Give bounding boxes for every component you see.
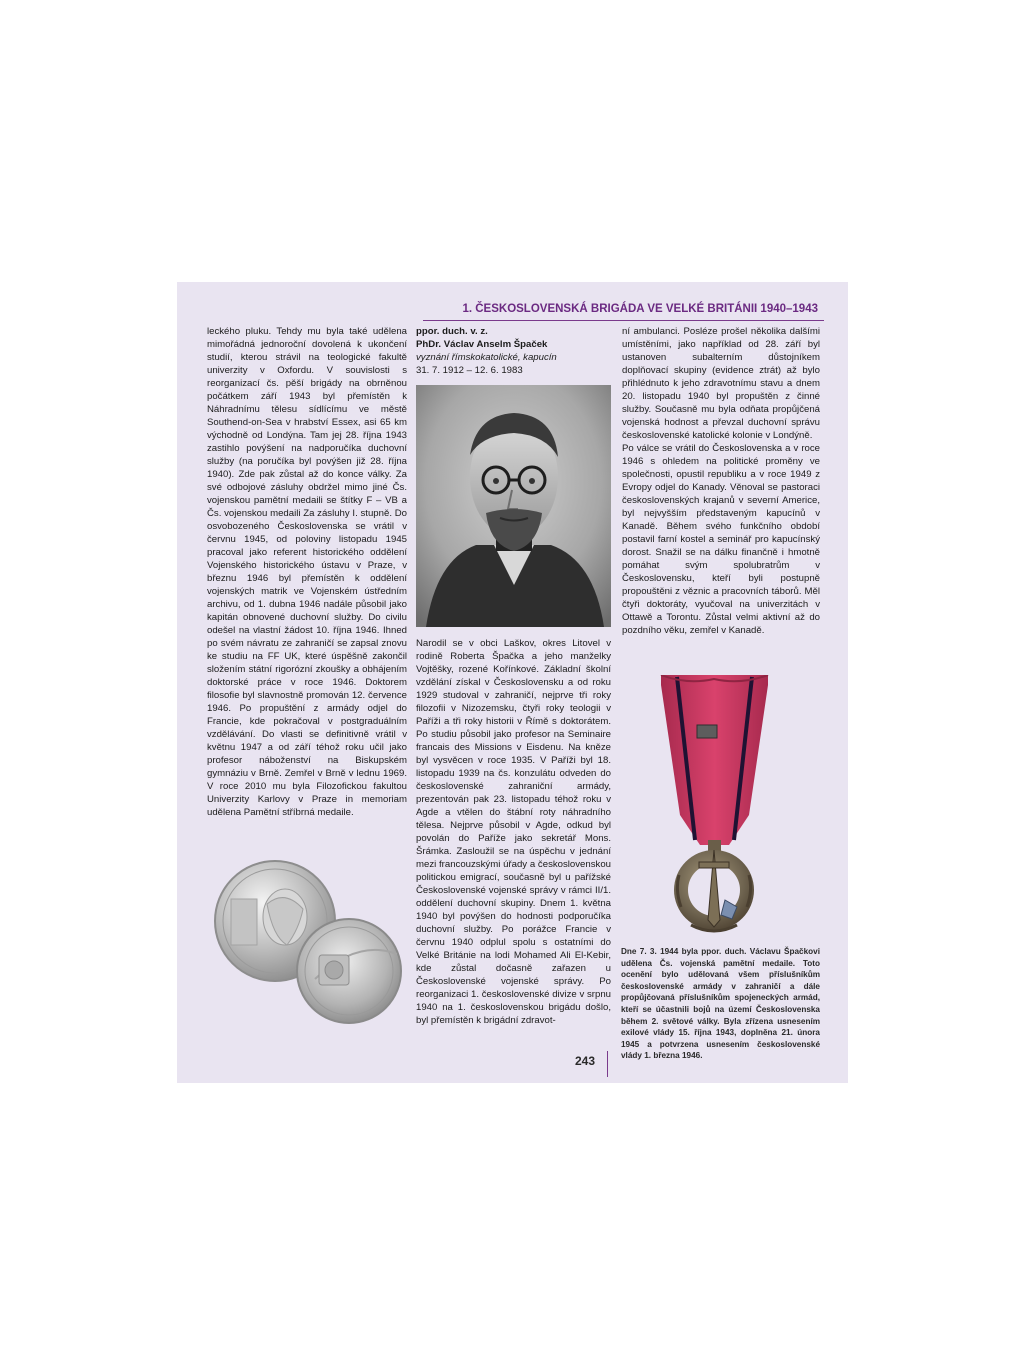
profile-role: vyznání římskokatolické, kapucín [416, 352, 557, 363]
silver-medals-image [207, 859, 407, 1029]
profile-name: PhDr. Václav Anselm Špaček [416, 339, 548, 350]
military-medal-image [657, 675, 772, 938]
book-page [177, 282, 848, 1083]
chapter-title: 1. ČESKOSLOVENSKÁ BRIGÁDA VE VELKÉ BRITÁNII 1940–1943 [462, 303, 818, 315]
header-rule [423, 320, 824, 321]
page-number: 243 [575, 1054, 596, 1068]
column-3-paragraph-2: Po válce se vrátil do Československa a v roce 1946 s ohledem na politické proměny ve společnosti, opustil republiku a v roce 1949 z Evropy odjel do Kanady. Věnoval se pastoraci československých krajanů v severní Americe, byl nejvyšším představeným kapucínů v Kanadě. Během svého funkčního období postavil farní kostel a seminář pro kapucínský dorost. Snažil se na dálku finančně i hmotně pomáhat svým spolubratrům v Československu, kteří byli postupně propouštěni z věznic a pracovních táborů. Měl čtyři doktoráty, vyučoval na univerzitách v Ottawě a Torontu. Zůstal velmi aktivní až do pozdního věku, zemřel v Kanadě. [622, 443, 820, 636]
column-3-paragraph-1: ní ambulanci. Posléze prošel několika dalšími umístěními, jako například od 28. září byl ustanoven subalterním důstojníkem doplňovací skupiny (evidence ztrát) až bylo přihlédnuto k jeho zdravotnímu stavu a dnem 20. listopadu 1940 byl propuštěn z činné služby. Současně mu byla odňata propůjčená vojenská hodnost a převzal duchovní správu československé katolické kolonie v Londýně. [622, 326, 820, 441]
column-2-text: Narodil se v obci Laškov, okres Litovel v rodině Roberta Špačka a jeho manželky Vojtěšky, rozené Kořínkové. Základní školní vzdělání získal v Československu a od roku 1929 studoval v zahraničí, nejprve tři roky filozofii v Nizozemsku, čtyři roky teologii v Paříži a tři roky historii v Římě s doktorátem. Po studiu působil jako profesor na Seminaire francais des Missions v Eisdenu. Na kněze byl vysvěcen v roce 1935. V Paříži byl 18. listopadu 1939 na čs. konzulátu odveden do československé zahraniční armády, prezentován pak 23. listopadu téhož roku v Agde a vtělen do štábní roty náhradního tělesa. Nejprve působil v Agde, odkud byl povolán do Paříže jako sekretář Mons. Šrámka. Zasloužil se na úspěchu v jednání mezi francouzskými úřady a československou politickou emigrací, současně byl u pařížské Československé vojenské správy v rámci II/1. oddělení duchovní skupiny. Dnem 1. května 1940 byl povýšen do hodnosti podporučíka duchovní služby. Po porážce Francie v červnu 1940 odplul spolu s ostatními do Velké Británie na lodi Mohamed Ali El-Kebir, kde zůstal dočasně zařazen u Československé vojenské správy. Po reorganizaci 1. československé divize v srpnu 1940 na 1. československou brigádu došlo, byl přemístěn k brigádní zdravot- [416, 638, 611, 1026]
column-1 [207, 325, 407, 819]
profile-rank: ppor. duch. v. z. [416, 326, 488, 337]
profile-dates: 31. 7. 1912 – 12. 6. 1983 [416, 365, 523, 376]
column-3 [622, 325, 820, 637]
medal-caption: Dne 7. 3. 1944 byla ppor. duch. Václavu Špačkovi udělena Čs. vojenská pamětní medaile. Toto ocenění bylo udělovaná všem příslušníkům československé armády v zahraničí a dále propůjčovaná příslušníkům spojeneckých armád, kteří se účastnili bojů na území Československa během 2. světové války. Byla zřízena usnesením exilové vlády 15. října 1943, doplněna 21. února 1945 a potvrzena usnesením československé vlády 1. března 1946. [621, 947, 820, 1061]
profile-block [416, 325, 610, 377]
column-1-text: leckého pluku. Tehdy mu byla také udělena mimořádná jednoroční dovolená k ukončení studií, kterou strávil na teologické fakultě univerzity v Oxfordu. V souvislosti s reorganizací čs. pěší brigády na obrněnou počátkem září 1943 byl přemístěn k Náhradnímu tělesu sídlícímu ve městě Southend-on-Sea v hrabství Essex, asi 65 km východně od Londýna. Tam jej 28. října 1943 zastihlo povýšení na nadporučíka duchovní služby (na poručíka byl povýšen již 28. října 1940). Zde pak zůstal až do konce války. Za své odbojové zásluhy obdržel mimo jiné Čs. vojenskou pamětní medaili se štítky F – VB a Čs. vojenskou medaili Za zásluhy I. stupně. Do osvobozeného Československa se vrátil v červnu 1945, od poloviny listopadu 1945 pracoval jako referent historického oddělení Vojenského historického ústavu v Praze, v březnu 1946 byl přemístěn k oddělení vojenských matrik ve Vojenském ústředním archivu, od 1. dubna 1946 nadále působil jako kapitán obnovené duchovní služby. Do civilu odešel na vlastní žádost 10. října 1946. Ihned po svém návratu ze zahraničí se zapsal znovu ke studiu na FF UK, které úspěšně zakončil složením státní rigorózní zkoušky a obhájením doktorské práce v roce 1946. Doktorem filosofie byl slavnostně promován 12. července 1946. Po propuštění z armády odjel do Francie, kde pokračoval v postgraduálním vzdělávání. Do vlasti se definitivně vrátil v květnu 1947 a od září téhož roku učil jako profesor náboženství na Biskupském gymnáziu v Brně. Zemřel v Brně v lednu 1969. V roce 2010 mu byla Filozofickou fakultou Univerzity Karlovy v Praze in memoriam udělena Pamětní stříbrná medaile. [207, 326, 407, 818]
page-number-rule [607, 1051, 608, 1077]
portrait-photo [416, 385, 611, 627]
